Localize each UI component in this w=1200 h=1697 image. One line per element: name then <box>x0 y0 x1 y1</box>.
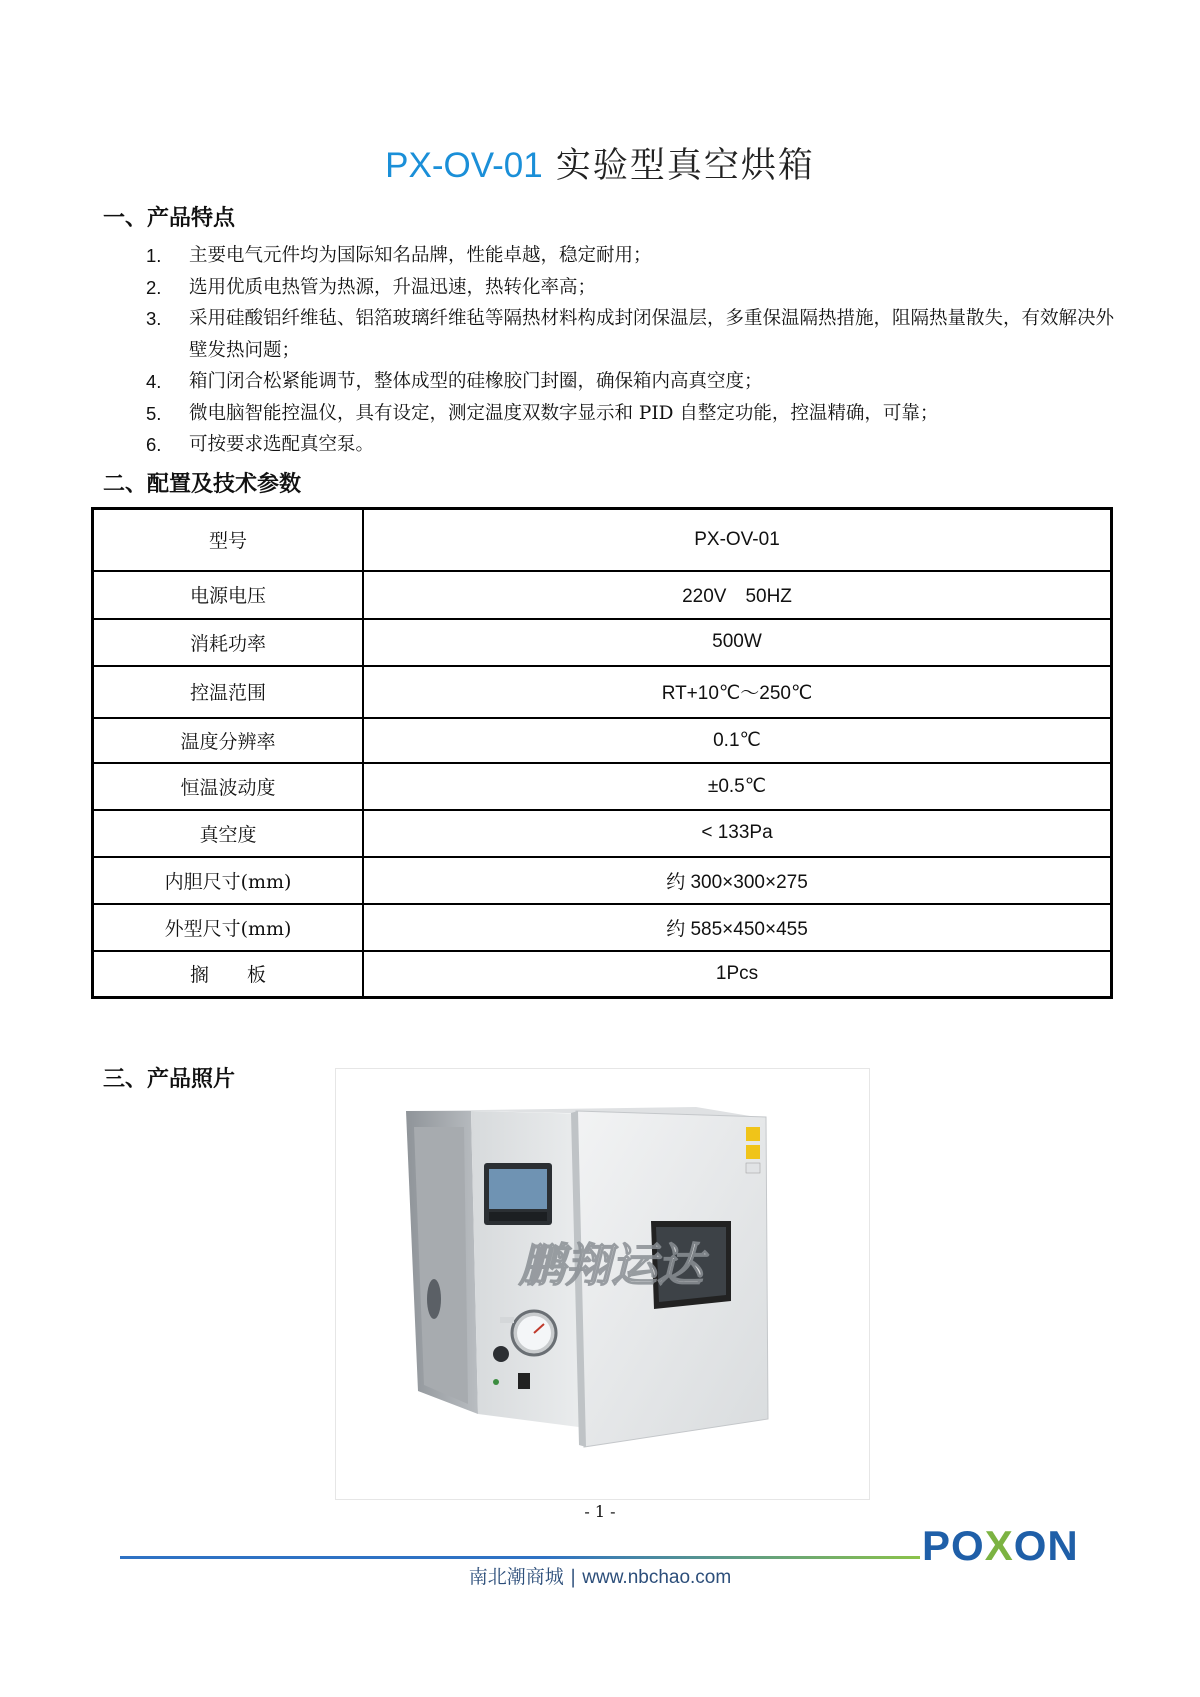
table-row <box>93 810 1112 857</box>
feature-item: 3. 采用硅酸铝纤维毡、铝箔玻璃纤维毡等隔热材料构成封闭保温层，多重保温隔热措施，阻隔热量散失，有效解决外壁发热问题； <box>146 308 1115 361</box>
footer <box>0 1562 1200 1589</box>
warning-label-icon <box>746 1127 760 1141</box>
valve-knob-icon <box>493 1346 509 1362</box>
power-switch-icon <box>518 1373 530 1389</box>
features-list <box>146 240 1116 461</box>
table-row <box>93 763 1112 810</box>
vacuum-oven-image <box>336 1069 869 1499</box>
spec-key: 外型尺寸(mm) <box>93 904 364 951</box>
poxon-logo-icon <box>920 1522 1115 1566</box>
spec-value: 500W <box>363 619 1112 666</box>
page-number: - 1 - <box>584 1502 616 1521</box>
spec-key: 真空度 <box>93 810 364 857</box>
indicator-light-icon <box>493 1379 499 1385</box>
spec-key: 搁 板 <box>93 951 364 998</box>
specs-heading: 二、配置及技术参数 <box>103 472 302 497</box>
table-row <box>93 571 1112 619</box>
table-row <box>93 619 1112 666</box>
title-name: 实验型真空烘箱 <box>555 146 815 186</box>
feature-item: 5. 微电脑智能控温仪，具有设定，测定温度双数字显示和 PID 自整定功能，控温精确，可靠； <box>146 402 939 424</box>
spec-value: 220V 50HZ <box>363 571 1112 619</box>
side-port-icon <box>427 1279 441 1319</box>
table-row <box>93 666 1112 718</box>
spec-value: 约 300×300×275 <box>363 857 1112 904</box>
table-row <box>93 904 1112 951</box>
spec-key: 内胆尺寸(mm) <box>93 857 364 904</box>
footer-divider-blue <box>120 1556 545 1559</box>
spec-value: RT+10℃～250℃ <box>363 666 1112 718</box>
table-row <box>93 951 1112 998</box>
spec-value: PX-OV-01 <box>363 509 1112 571</box>
footer-separator: | <box>569 1566 577 1588</box>
spec-key: 电源电压 <box>93 571 364 619</box>
spec-value: ±0.5℃ <box>363 763 1112 810</box>
title-model: PX-OV-01 <box>385 146 543 185</box>
spec-key: 控温范围 <box>93 666 364 718</box>
svg-text:POXON: POXON <box>922 1522 1079 1566</box>
footer-divider-gradient <box>545 1556 920 1559</box>
page-title <box>0 138 1200 188</box>
spec-key: 温度分辨率 <box>93 718 364 763</box>
photo-heading: 三、产品照片 <box>103 1067 236 1092</box>
feature-item: 6. 可按要求选配真空泵。 <box>146 434 375 455</box>
spec-table <box>91 507 1113 999</box>
table-row <box>93 718 1112 763</box>
feature-item: 2. 选用优质电热管为热源，升温迅速，热转化率高； <box>146 276 597 298</box>
photo-watermark: 鹏翔运达 <box>519 1238 703 1292</box>
spec-value: < 133Pa <box>363 810 1112 857</box>
product-photo <box>335 1068 870 1500</box>
spec-key: 消耗功率 <box>93 619 364 666</box>
spec-value: 0.1℃ <box>363 718 1112 763</box>
spec-value: 约 585×450×455 <box>363 904 1112 951</box>
feature-item: 4. 箱门闭合松紧能调节，整体成型的硅橡胶门封圈，确保箱内高真空度； <box>146 371 763 392</box>
spec-key: 恒温波动度 <box>93 763 364 810</box>
spec-key: 型号 <box>93 509 364 571</box>
spec-value: 1Pcs <box>363 951 1112 998</box>
table-row <box>93 509 1112 571</box>
feature-item: 1. 主要电气元件均为国际知名品牌，性能卓越，稳定耐用； <box>146 245 652 266</box>
footer-url-link[interactable]: www.nbchao.com <box>582 1567 732 1588</box>
features-heading: 一、产品特点 <box>103 206 236 231</box>
table-row <box>93 857 1112 904</box>
footer-site: 南北潮商城 <box>468 1566 564 1588</box>
